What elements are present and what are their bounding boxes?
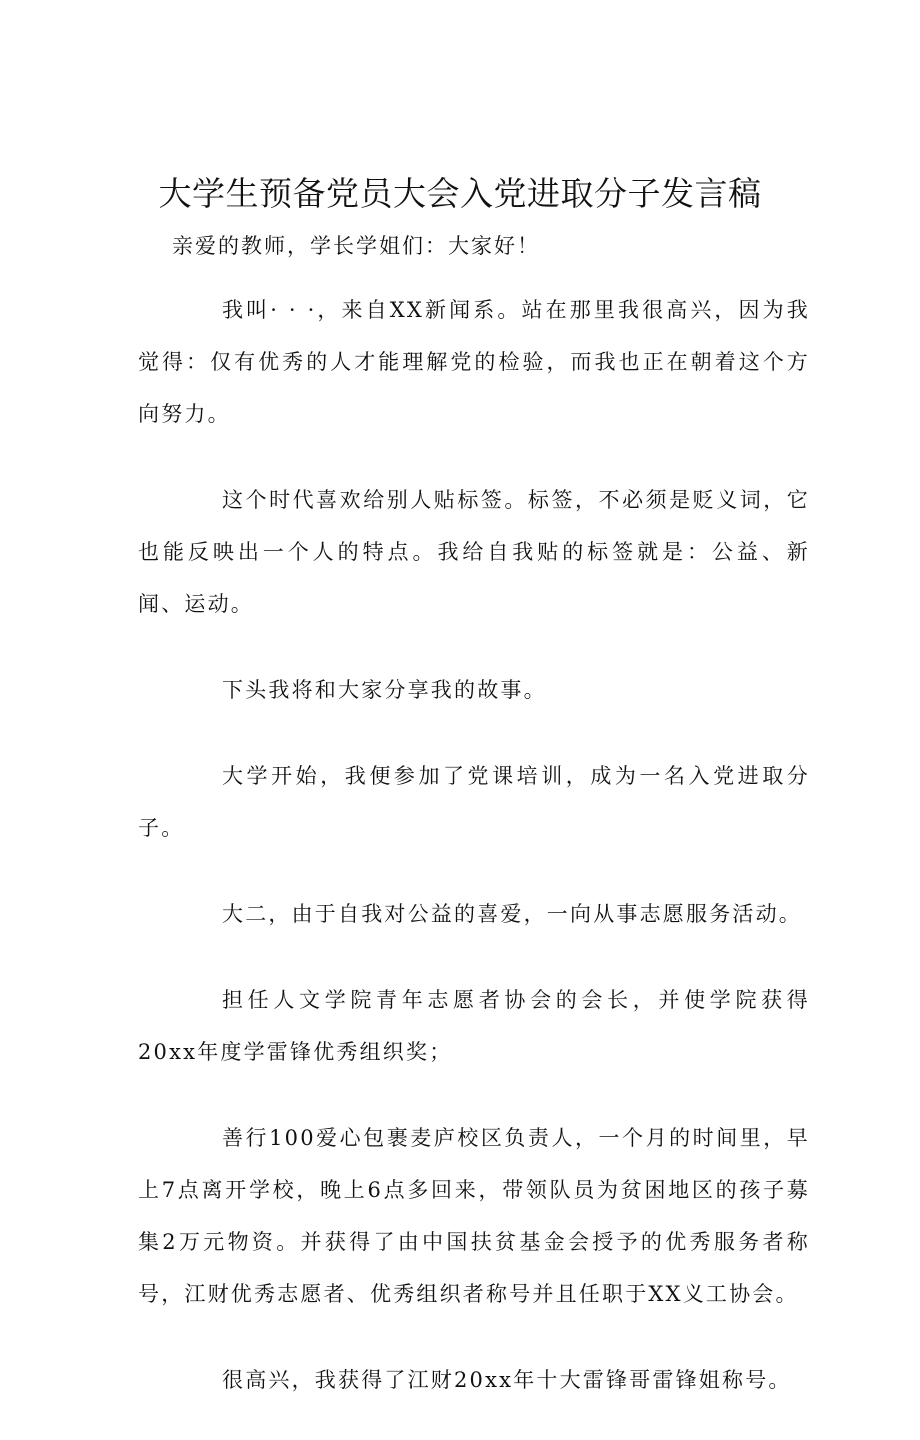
greeting: 亲爱的教师，学长学姐们：大家好！ <box>172 234 540 258</box>
speech-body <box>138 284 810 1440</box>
paragraph-8: 很高兴，我获得了江财20xx年十大雷锋哥雷锋姐称号。 <box>222 1368 792 1392</box>
paragraph-2: 这个时代喜欢给别人贴标签。标签，不必须是贬义词，它也能反映出一个人的特点。我给自我贴的标签就是：公益、新闻、运动。 <box>138 488 810 616</box>
paragraph-5: 大二，由于自我对公益的喜爱，一向从事志愿服务活动。 <box>222 902 802 926</box>
paragraph-7: 善行100爱心包裹麦庐校区负责人，一个月的时间里，早上7点离开学校，晚上6点多回来，带领队员为贫困地区的孩子募集2万元物资。并获得了由中国扶贫基金会授予的优秀服务者称号，江财优秀志愿者、优秀组织者称号并且任职于XX义工协会。 <box>138 1126 810 1306</box>
paragraph-6: 担任人文学院青年志愿者协会的会长，并使学院获得20xx年度学雷锋优秀组织奖； <box>138 988 810 1064</box>
paragraph-1: 我叫· · ·，来自XX新闻系。站在那里我很高兴，因为我觉得：仅有优秀的人才能理解党的检验，而我也正在朝着这个方向努力。 <box>138 298 810 426</box>
document-title: 大学生预备党员大会入党进取分子发言稿 <box>158 174 762 213</box>
paragraph-4: 大学开始，我便参加了党课培训，成为一名入党进取分子。 <box>138 764 810 840</box>
paragraph-3: 下头我将和大家分享我的故事。 <box>222 678 547 702</box>
